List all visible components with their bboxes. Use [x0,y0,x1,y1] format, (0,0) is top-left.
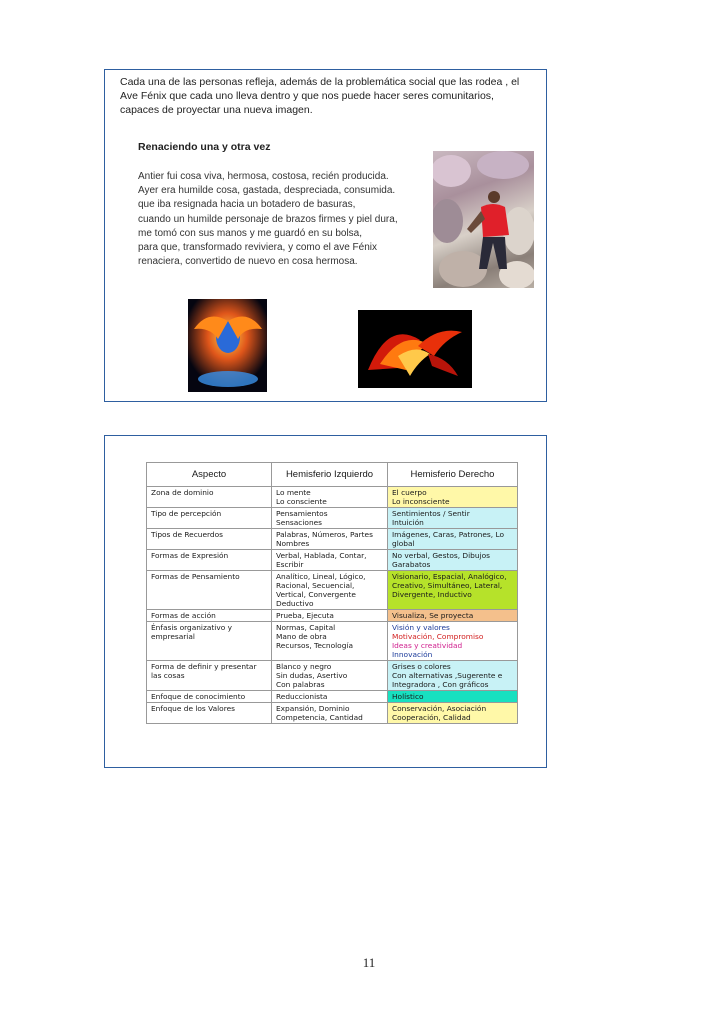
table-header-row [147,463,518,487]
cell-hemisferio-derecho: El cuerpo Lo inconsciente [388,487,518,508]
table-row [147,622,518,661]
cell-hemisferio-izquierdo: Verbal, Hablada, Contar, Escribir [272,550,388,571]
cell-aspecto: Formas de Expresión [147,550,272,571]
cell-hemisferio-izquierdo: Expansión, Dominio Competencia, Cantidad [272,703,388,724]
poem-line: Ayer era humilde cosa, gastada, despreciada, consumida. [138,185,396,197]
cell-hemisferio-derecho [388,622,518,661]
cell-hemisferio-derecho: Visualiza, Se proyecta [388,610,518,622]
header-hemisferio-derecho: Hemisferio Derecho [388,463,518,487]
recycler-photo [433,151,534,288]
cell-hemisferio-izquierdo: Reduccionista [272,691,388,703]
header-hemisferio-izquierdo: Hemisferio Izquierdo [272,463,388,487]
table-row [147,508,518,529]
cell-hemisferio-izquierdo: Blanco y negro Sin dudas, Asertivo Con palabras [272,661,388,691]
hemispheres-table [146,462,518,724]
cell-aspecto: Énfasis organizativo y empresarial [147,622,272,661]
table-row [147,703,518,724]
cell-hemisferio-derecho: Imágenes, Caras, Patrones, Lo global [388,529,518,550]
poem-line: cuando un humilde personaje de brazos firmes y piel dura, [138,213,398,225]
table-row [147,571,518,610]
cell-aspecto: Forma de definir y presentar las cosas [147,661,272,691]
cell-line: Visión y valores [392,623,450,632]
cell-aspecto: Enfoque de conocimiento [147,691,272,703]
cell-hemisferio-derecho: No verbal, Gestos, Dibujos Garabatos [388,550,518,571]
cell-hemisferio-derecho: Conservación, Asociación Cooperación, Calidad [388,703,518,724]
cell-line: Motivación, Compromiso [392,632,484,641]
cell-hemisferio-izquierdo: Analítico, Lineal, Lógico, Racional, Secuencial, Vertical, Convergente Deductivo [272,571,388,610]
phoenix-image-right [358,310,472,388]
cell-hemisferio-izquierdo: Lo mente Lo consciente [272,487,388,508]
cell-line: Ideas y creatividad [392,641,463,650]
cell-hemisferio-izquierdo: Prueba, Ejecuta [272,610,388,622]
poem-line: que iba resignada hacia un botadero de basuras, [138,199,356,211]
slide-hemisferios [104,435,547,768]
cell-aspecto: Zona de dominio [147,487,272,508]
intro-paragraph: Cada una de las personas refleja, además de la problemática social que las rodea , el Ave Fénix que cada uno lleva dentro y que nos puede hacer seres comunitarios, capaces de proyectar una nueva imagen. [120,76,520,116]
cell-hemisferio-izquierdo: Palabras, Números, Partes Nombres [272,529,388,550]
table-row [147,487,518,508]
poem-line: renaciera, convertido de nuevo en cosa hermosa. [138,256,358,268]
phoenix-image-left [188,299,267,392]
cell-aspecto: Tipos de Recuerdos [147,529,272,550]
cell-hemisferio-derecho: Grises o colores Con alternativas ,Sugerente e Integradora , Con gráficos [388,661,518,691]
cell-aspecto: Formas de Pensamiento [147,571,272,610]
cell-aspecto: Enfoque de los Valores [147,703,272,724]
page-number: 11 [362,955,376,970]
cell-hemisferio-derecho: Holístico [388,691,518,703]
poem-line: me tomó con sus manos y me guardó en su bolsa, [138,227,363,239]
cell-aspecto: Tipo de percepción [147,508,272,529]
cell-aspecto: Formas de acción [147,610,272,622]
table-row [147,691,518,703]
slide-ave-fenix [104,69,547,402]
table-row [147,661,518,691]
poem [138,170,408,269]
poem-line: Antier fui cosa viva, hermosa, costosa, recién producida. [138,171,389,182]
table-row [147,610,518,622]
poem-title: Renaciendo una y otra vez [138,141,271,153]
cell-hemisferio-izquierdo: Pensamientos Sensaciones [272,508,388,529]
cell-line: Innovación [392,650,433,659]
header-aspecto: Aspecto [147,463,272,487]
table-row [147,529,518,550]
table-row [147,550,518,571]
poem-line: para que, transformado reviviera, y como el ave Fénix [138,242,377,254]
cell-hemisferio-derecho: Visionario, Espacial, Analógico, Creativo, Simultáneo, Lateral, Divergente, Inductivo [388,571,518,610]
cell-hemisferio-izquierdo: Normas, Capital Mano de obra Recursos, Tecnología [272,622,388,661]
cell-hemisferio-derecho: Sentimientos / Sentir Intuición [388,508,518,529]
